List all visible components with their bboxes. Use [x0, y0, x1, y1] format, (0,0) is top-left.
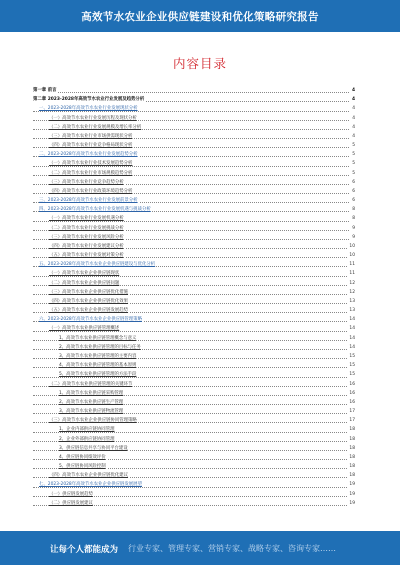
toc-entry-label: 1、高效节水农业供应链管理概念与意义	[59, 335, 137, 341]
toc-entry-page: 8	[351, 214, 355, 223]
toc-entry-page: 12	[348, 288, 355, 297]
toc-entry-label: （二）高效节水农业行业市场规模趋势分析	[49, 170, 133, 176]
toc-entry[interactable]	[33, 251, 355, 260]
toc-entry-page: 5	[351, 141, 355, 150]
toc-entry[interactable]	[33, 444, 355, 453]
toc-entry-label: 二、2023-2028年高效节水农业行业发展趋势分析	[39, 152, 138, 158]
toc-entry[interactable]	[33, 416, 355, 425]
toc-entry[interactable]	[33, 260, 355, 269]
toc-entry[interactable]	[33, 453, 355, 462]
toc-entry-label: 5、高效节水农业供应链管理的方法手段	[59, 372, 137, 378]
toc-entry[interactable]	[33, 114, 355, 123]
toc-entry-label: （三）高效节水农业企业供应链优化措施	[49, 289, 129, 295]
toc-entry[interactable]	[33, 352, 355, 361]
toc-entry-label: （二）高效节水农业供应链管理的关键环节	[49, 381, 133, 387]
toc-entry-page: 11	[348, 260, 355, 269]
toc-entry[interactable]	[33, 389, 355, 398]
toc-entry-page: 4	[351, 95, 355, 104]
toc-entry[interactable]	[33, 187, 355, 196]
toc-entry-page: 6	[351, 178, 355, 187]
toc-entry-page: 16	[348, 380, 355, 389]
toc-entry-label: （二）高效节水农业行业发展规模及增长率分析	[49, 124, 142, 130]
toc-entry-page: 11	[348, 269, 355, 278]
toc-entry[interactable]	[33, 141, 355, 150]
toc-entry-page: 4	[351, 86, 355, 95]
toc-entry[interactable]	[33, 490, 355, 499]
toc-entry-page: 5	[351, 169, 355, 178]
toc-entry[interactable]	[33, 462, 355, 471]
toc-entry-label: （二）高效节水农业行业发展挑战分析	[49, 225, 124, 231]
toc-entry-label: 三、2023-2028年高效节水农业行业发展前景分析	[39, 198, 138, 204]
toc-entry-page: 19	[348, 490, 355, 499]
toc-entry-page: 8	[351, 205, 355, 214]
toc-entry-label: （三）高效节水农业企业供应链协同管理策略	[49, 418, 137, 424]
toc-entry-page: 13	[348, 306, 355, 315]
toc-entry-label: 第一章 前言	[33, 88, 57, 93]
toc-entry-page: 5	[351, 150, 355, 159]
toc-entry-page: 16	[348, 398, 355, 407]
toc-entry-page: 18	[348, 425, 355, 434]
toc-entry-page: 10	[348, 251, 355, 260]
toc-entry-label: 第二章 2023-2028年高效节水农业行业发展及趋势分析	[33, 97, 145, 103]
toc-entry[interactable]	[33, 233, 355, 242]
toc-entry[interactable]	[33, 224, 355, 233]
toc-entry-page: 18	[348, 453, 355, 462]
toc-entry[interactable]	[33, 95, 355, 104]
toc-entry[interactable]	[33, 425, 355, 434]
toc-entry-page: 4	[351, 104, 355, 113]
toc-entry-page: 9	[351, 224, 355, 233]
toc-entry-label: 3、供应链信息共享与协同平台建设	[59, 445, 128, 451]
toc-entry-label: （四）高效节水农业企业供应链优化效果	[49, 298, 129, 304]
toc-entry[interactable]	[33, 343, 355, 352]
toc-entry-page: 15	[348, 370, 355, 379]
toc-entry[interactable]	[33, 499, 355, 508]
toc-entry-label: 2、高效节水农业供应链生产管理	[59, 399, 124, 405]
toc-entry[interactable]	[33, 324, 355, 333]
toc-entry[interactable]	[33, 214, 355, 223]
toc-entry[interactable]	[33, 334, 355, 343]
report-title: 高效节水农业企业供应链建设和优化策略研究报告	[81, 11, 319, 23]
toc-entry-page: 6	[351, 187, 355, 196]
toc-entry-label: （二）供应链发展建议	[49, 500, 93, 506]
toc-entry[interactable]	[33, 279, 355, 288]
toc-entry-label: 七、2023-2028年高效节水农业企业供应链发展展望	[39, 482, 142, 488]
toc-entry[interactable]	[33, 159, 355, 168]
toc-entry-page: 4	[351, 132, 355, 141]
toc-entry[interactable]	[33, 123, 355, 132]
toc-entry-page: 14	[348, 315, 355, 324]
toc-entry-page: 17	[348, 416, 355, 425]
toc-entry-page: 10	[348, 242, 355, 251]
toc-entry[interactable]	[33, 288, 355, 297]
toc-entry-page: 18	[348, 462, 355, 471]
toc-entry-page: 19	[348, 499, 355, 508]
toc-title: 内容目录	[172, 56, 227, 71]
toc-entry[interactable]	[33, 169, 355, 178]
toc-entry[interactable]	[33, 471, 355, 480]
toc-entry-label: 3、高效节水农业供应链物流管理	[59, 409, 124, 415]
toc-entry-page: 18	[348, 435, 355, 444]
toc-entry[interactable]	[33, 297, 355, 306]
toc-entry[interactable]	[33, 86, 355, 95]
toc-entry-page: 4	[351, 123, 355, 132]
toc-entry[interactable]	[33, 370, 355, 379]
toc-entry-page: 12	[348, 279, 355, 288]
toc-entry[interactable]	[33, 306, 355, 315]
toc-entry[interactable]	[33, 407, 355, 416]
toc-entry-page: 5	[351, 159, 355, 168]
toc-entry-label: （四）高效节水农业行业竞争格局现状分析	[49, 143, 133, 149]
toc-entry-label: （一）高效节水农业供应链管理概述	[49, 326, 120, 332]
toc-entry[interactable]	[33, 480, 355, 489]
toc-entry-label: 2、高效节水农业供应链管理的目标与任务	[59, 344, 141, 350]
toc-entry-page: 16	[348, 389, 355, 398]
toc-entry[interactable]	[33, 205, 355, 214]
toc-entry-label: （五）高效节水农业企业供应链发展趋势	[49, 308, 129, 314]
toc-entry-page: 14	[348, 324, 355, 333]
toc-entry-label: （一）高效节水农业行业技术发展趋势分析	[49, 161, 133, 167]
toc-entry[interactable]	[33, 269, 355, 278]
page-header	[0, 0, 400, 32]
toc-entry[interactable]	[33, 196, 355, 205]
toc-entry-label: 四、2023-2028年高效节水农业行业发展机遇与挑战分析	[39, 207, 151, 213]
toc-entry[interactable]	[33, 315, 355, 324]
toc-entry-label: （一）高效节水农业企业供应链现状	[49, 271, 120, 277]
toc-entry[interactable]	[33, 361, 355, 370]
toc-entry-label: （五）高效节水农业行业发展对策分析	[49, 253, 124, 259]
toc-entry-page: 19	[348, 480, 355, 489]
toc-entry-label: （一）高效节水农业行业发展机遇分析	[49, 216, 124, 222]
toc-entry-label: 5、供应链协同风险控制	[59, 464, 106, 470]
toc-entry-label: （四）高效节水农业行业政策环境趋势分析	[49, 188, 133, 194]
toc-entry-page: 15	[348, 352, 355, 361]
toc-entry[interactable]	[33, 150, 355, 159]
toc-entry-label: （一）供应链发展趋势	[49, 491, 93, 497]
toc-entry[interactable]	[33, 242, 355, 251]
footer-roles: 行业专家、管理专家、营销专家、战略专家、咨询专家……	[128, 544, 336, 553]
toc-entry[interactable]	[33, 132, 355, 141]
toc-entry-label: （三）高效节水农业行业发展风险分析	[49, 234, 124, 240]
page-footer	[0, 531, 400, 565]
toc-entry-page: 17	[348, 407, 355, 416]
toc-entry-label: （四）高效节水农业企业供应链优化建议	[49, 473, 129, 479]
toc-entry-page: 18	[348, 444, 355, 453]
toc-entry-page: 15	[348, 361, 355, 370]
toc-entry[interactable]	[33, 178, 355, 187]
toc-dot-leader	[33, 92, 349, 93]
toc-entry[interactable]	[33, 435, 355, 444]
toc-entry-page: 9	[351, 233, 355, 242]
toc-entry-label: 4、供应链协同绩效评价	[59, 454, 106, 460]
toc-entry-page: 4	[351, 114, 355, 123]
footer-slogan: 让每个人都能成为	[50, 545, 119, 555]
toc-entry-label: 1、企业内部供应链协同管理	[59, 427, 115, 433]
toc-entry-label: （二）高效节水农业企业供应链问题	[49, 280, 120, 286]
toc-entry-label: （三）高效节水农业行业市场供需现状分析	[49, 133, 133, 139]
toc-entry[interactable]	[33, 104, 355, 113]
toc-entry-label: （一）高效节水农业行业发展历程及现状分析	[49, 115, 137, 121]
toc-entry-page: 13	[348, 297, 355, 306]
toc-entry-label: （三）高效节水农业行业竞争趋势分析	[49, 179, 124, 185]
toc-entry-label: 4、高效节水农业供应链管理的基本原则	[59, 363, 137, 369]
toc-entry-label: 2、企业外部供应链协同管理	[59, 436, 115, 442]
toc-entry-page: 14	[348, 334, 355, 343]
toc-entry-page: 14	[348, 343, 355, 352]
toc-entry[interactable]	[33, 380, 355, 389]
toc-entry-label: 1、高效节水农业供应链采购管理	[59, 390, 124, 396]
toc-entry-label: 五、2023-2028年高效节水农业企业供应链建设与优化分析	[39, 262, 156, 268]
toc-entry-page: 6	[351, 196, 355, 205]
table-of-contents	[33, 86, 355, 508]
toc-entry[interactable]	[33, 398, 355, 407]
toc-entry-label: （四）高效节水农业行业发展建议分析	[49, 243, 124, 249]
toc-entry-label: 3、高效节水农业供应链管理的主要内容	[59, 353, 137, 359]
toc-entry-page: 18	[348, 471, 355, 480]
toc-entry-label: 一、2023-2028年高效节水农业行业发展现状分析	[39, 106, 138, 112]
toc-entry-label: 六、2023-2028年高效节水农业企业供应链管理策略	[39, 317, 142, 323]
